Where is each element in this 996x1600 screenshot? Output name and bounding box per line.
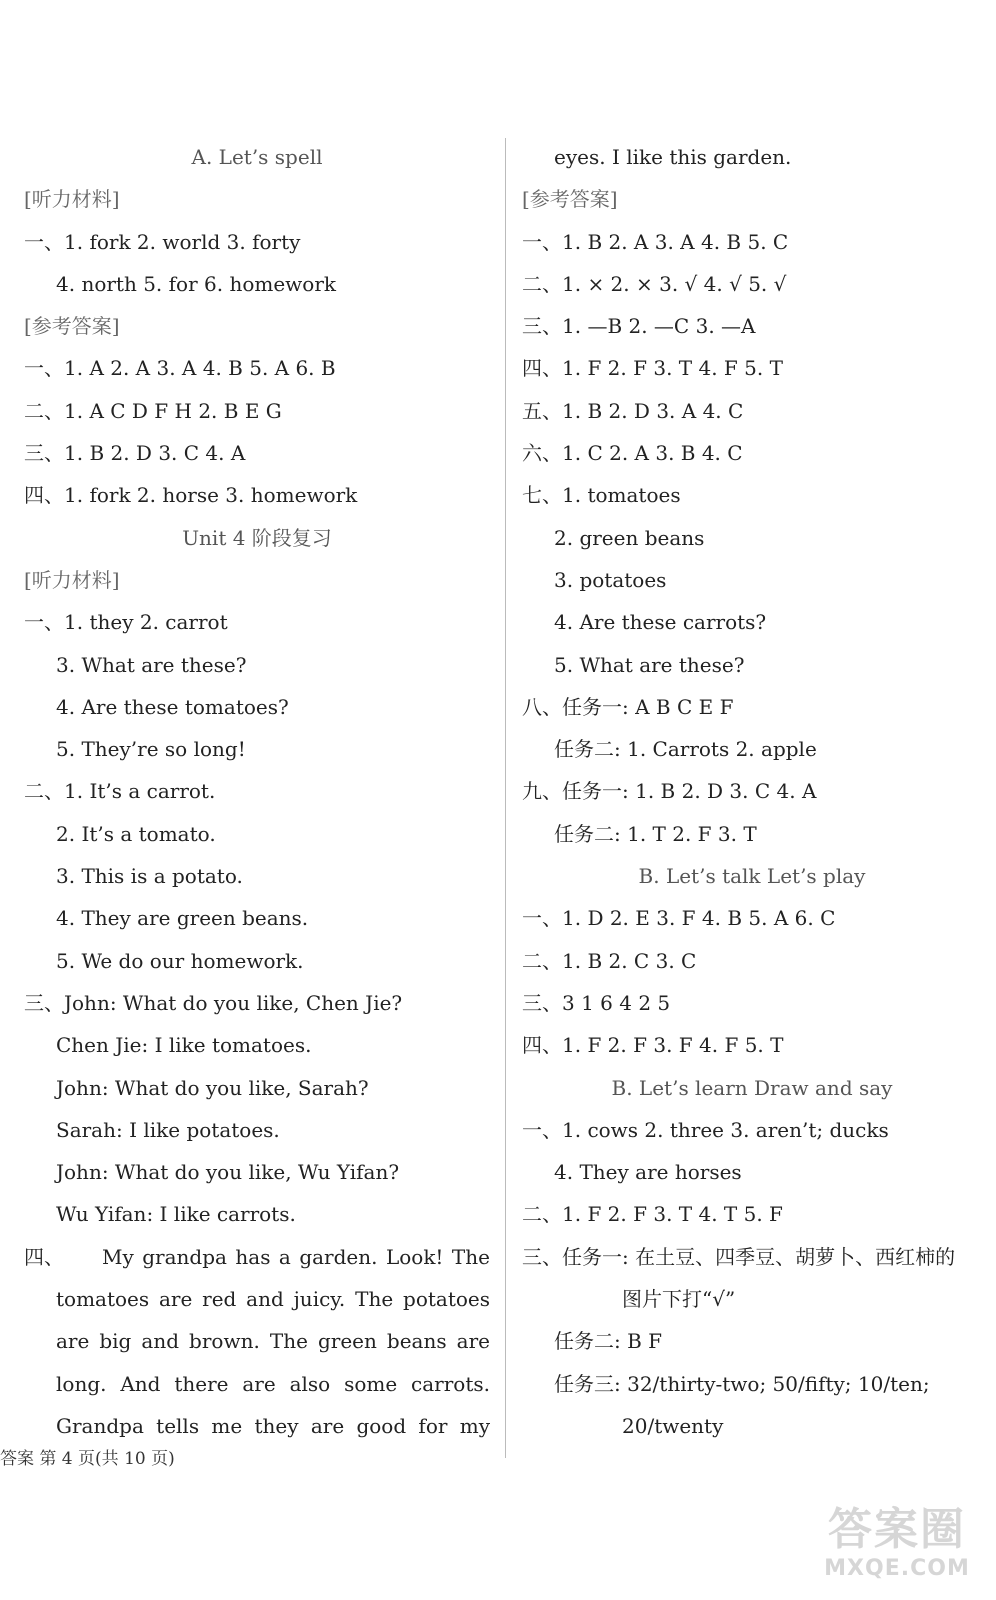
answer-line: eyes. I like this garden. bbox=[554, 145, 792, 169]
answer-line: Wu Yifan: I like carrots. bbox=[56, 1202, 296, 1227]
answer-line: 七、1. tomatoes bbox=[522, 483, 681, 508]
paragraph-line bbox=[24, 1278, 490, 1320]
answer-line: 一、1. A 2. A 3. A 4. B 5. A 6. B bbox=[24, 356, 336, 381]
answer-line: 2. It’s a tomato. bbox=[56, 821, 216, 846]
answer-line: 二、1. × 2. × 3. √ 4. √ 5. √ bbox=[522, 271, 787, 296]
paragraph-text: are big and brown. The green beans are bbox=[56, 1329, 490, 1354]
answer-line: 二、1. It’s a carrot. bbox=[24, 779, 216, 804]
answer-line: 一、1. D 2. E 3. F 4. B 5. A 6. C bbox=[522, 906, 836, 931]
section-heading: B. Let’s talk Let’s play bbox=[638, 864, 866, 889]
page-footer: 答案 第 4 页(共 10 页) bbox=[0, 1449, 175, 1469]
section-label: [听力材料] bbox=[24, 567, 120, 592]
answer-line: Chen Jie: I like tomatoes. bbox=[56, 1033, 312, 1058]
answer-line: 5. What are these? bbox=[554, 652, 745, 677]
answer-line: 3. What are these? bbox=[56, 652, 247, 677]
answer-line: 二、1. B 2. C 3. C bbox=[522, 948, 697, 973]
answer-line: 任务二: 1. Carrots 2. apple bbox=[554, 737, 817, 762]
answer-line: 4. north 5. for 6. homework bbox=[56, 271, 336, 296]
answer-line: 4. Are these carrots? bbox=[554, 610, 767, 635]
answer-line: 图片下打“√” bbox=[622, 1287, 736, 1312]
section-label: [参考答案] bbox=[522, 187, 618, 212]
answer-line: 一、1. they 2. carrot bbox=[24, 610, 228, 635]
answer-line: 4. They are green beans. bbox=[56, 906, 309, 931]
watermark-url: MXQE.COM bbox=[824, 1556, 970, 1581]
answer-line: 四、1. F 2. F 3. F 4. F 5. T bbox=[522, 1033, 784, 1058]
section-label: [听力材料] bbox=[24, 187, 120, 212]
paragraph-text: Grandpa tells me they are good for my bbox=[56, 1413, 490, 1438]
section-label: [参考答案] bbox=[24, 314, 120, 339]
section-heading: Unit 4 阶段复习 bbox=[182, 525, 332, 550]
answer-line: 六、1. C 2. A 3. B 4. C bbox=[522, 441, 743, 466]
answer-line: 一、1. fork 2. world 3. forty bbox=[24, 229, 301, 254]
answer-line: 一、1. cows 2. three 3. aren’t; ducks bbox=[522, 1117, 889, 1142]
answer-line: 三、3 1 6 4 2 5 bbox=[522, 990, 671, 1015]
section-heading: A. Let’s spell bbox=[191, 145, 323, 169]
answer-line: 任务二: 1. T 2. F 3. T bbox=[554, 821, 757, 846]
answer-line: 九、任务一: 1. B 2. D 3. C 4. A bbox=[522, 779, 817, 804]
answer-line: 3. This is a potato. bbox=[56, 864, 243, 889]
paragraph-line bbox=[24, 1363, 490, 1405]
answer-line: John: What do you like, Wu Yifan? bbox=[56, 1160, 400, 1185]
answer-line: 3. potatoes bbox=[554, 567, 667, 592]
paragraph-text: long. And there are also some carrots. bbox=[56, 1371, 490, 1396]
left-column bbox=[24, 136, 490, 1447]
answer-line: 2. green beans bbox=[554, 525, 705, 550]
answer-line: 三、1. —B 2. —C 3. —A bbox=[522, 314, 756, 339]
answer-line: Sarah: I like potatoes. bbox=[56, 1117, 280, 1142]
answer-line: 三、1. B 2. D 3. C 4. A bbox=[24, 441, 246, 466]
section-heading: B. Let’s learn Draw and say bbox=[611, 1075, 893, 1100]
answer-line: 三、任务一: 在土豆、四季豆、胡萝卜、西红柿的 bbox=[522, 1244, 956, 1269]
paragraph-line bbox=[24, 1236, 490, 1278]
answer-line: 5. We do our homework. bbox=[56, 948, 304, 973]
answer-line: 四、1. fork 2. horse 3. homework bbox=[24, 483, 358, 508]
answer-line: 任务二: B F bbox=[554, 1329, 663, 1354]
answer-line: John: What do you like, Sarah? bbox=[56, 1075, 369, 1100]
answer-line: 4. Are these tomatoes? bbox=[56, 694, 289, 719]
right-column bbox=[522, 136, 982, 1447]
paragraph-line bbox=[24, 1320, 490, 1362]
answer-line: 任务三: 32/thirty-two; 50/fifty; 10/ten; bbox=[554, 1371, 930, 1396]
answer-line: 二、1. A C D F H 2. B E G bbox=[24, 398, 282, 423]
paragraph-text: tomatoes are red and juicy. The potatoes bbox=[56, 1287, 490, 1312]
watermark-logo bbox=[812, 1505, 982, 1587]
answer-line: 三、John: What do you like, Chen Jie? bbox=[24, 990, 403, 1015]
answer-line: 四、1. F 2. F 3. T 4. F 5. T bbox=[522, 356, 783, 381]
watermark-title: 答案圈 bbox=[828, 1504, 966, 1555]
answer-line: 二、1. F 2. F 3. T 4. T 5. F bbox=[522, 1202, 783, 1227]
answer-line: 4. They are horses bbox=[554, 1160, 742, 1185]
answer-line: 五、1. B 2. D 3. A 4. C bbox=[522, 398, 744, 423]
answer-line: 八、任务一: A B C E F bbox=[522, 694, 734, 719]
paragraph-number: 四、 bbox=[24, 1244, 64, 1269]
paragraph-line bbox=[24, 1405, 490, 1447]
answer-line: 一、1. B 2. A 3. A 4. B 5. C bbox=[522, 229, 789, 254]
column-divider bbox=[505, 138, 506, 1458]
answer-line: 5. They’re so long! bbox=[56, 737, 246, 762]
answer-line: 20/twenty bbox=[622, 1413, 724, 1438]
paragraph-text: My grandpa has a garden. Look! The bbox=[102, 1244, 490, 1269]
